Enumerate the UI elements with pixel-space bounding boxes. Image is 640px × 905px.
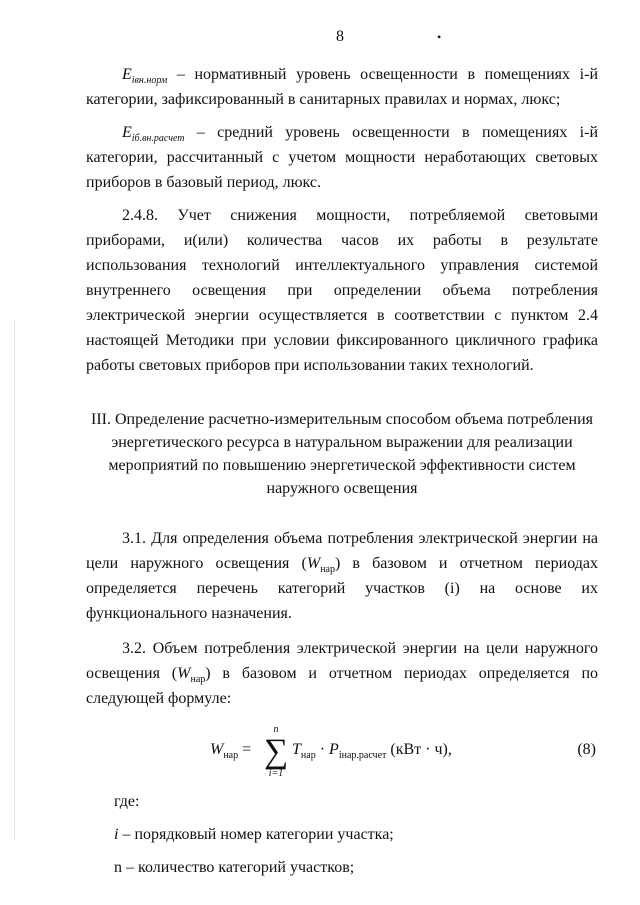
e-calc-subscript: iб.вн.расчет [131, 133, 185, 145]
scan-margin-line [14, 320, 15, 840]
formula-lhs: $W_{нар}$ = [210, 741, 252, 762]
e-symbol: E [122, 124, 132, 141]
w-symbol: W [177, 665, 191, 682]
paragraph-3-1: 3.1. Для определения объема потребления электрической энергии на цели наружного освещения $(W_{нар})$ в базовом и отчетном периодах определяется перечень категорий участков (i) на основе их функционального назначения. [86, 530, 599, 622]
w-subscript: нар [190, 674, 206, 686]
e-norm-subscript: iвн.норм [131, 75, 168, 87]
e-symbol: E [122, 66, 132, 83]
where-label: где: [114, 793, 140, 810]
w-subscript: нар [320, 564, 335, 576]
definition-text: – средний уровень освещенности в помещениях i-й категории, рассчитанный с учетом мощности неработающих световых приборов в базовый период, люкс. [86, 124, 598, 191]
definition-e-calc [86, 120, 598, 195]
section-heading: III. Определение расчетно-измерительным способом объема потребления энергетического ресурса в натуральном выражении для реализации мероприятий по повышению энергетической эффективности систем наружного освещения [90, 411, 594, 497]
sum-lower-limit: i=1 [268, 768, 284, 779]
sigma-icon: ∑ [264, 733, 289, 770]
formula-8 [86, 721, 598, 777]
corner-mark: • [437, 30, 442, 44]
sum-upper-limit: n [273, 724, 279, 735]
definition-e-norm [86, 62, 598, 112]
document-body [86, 62, 598, 880]
summation-sign [264, 725, 288, 779]
formula-rhs: $T_{нар} \cdot P_{iнар.расчет}$ (кВт · ч), [292, 741, 452, 762]
w-symbol: W [306, 555, 321, 572]
definition-n: n – количество категорий участков; [114, 859, 355, 876]
paragraph-2-4-8: 2.4.8. Учет снижения мощности, потребляемой световыми приборами, и(или) количества часов их работы в результате использования технологий интеллектуального управления системой внутреннего освещения при определении объема потребления электрической энергии осуществляется в соответствии с пунктом 2.4 настоящей Методики при условии фиксированного цикличного графика работы световых приборов при использовании таких технологий. [86, 207, 598, 374]
definition-text: – нормативный уровень освещенности в помещениях i-й категории, зафиксированный в санитарных правилах и нормах, люкс; [86, 66, 598, 108]
formula-number: (8) [577, 741, 596, 758]
page-number: 8 [336, 28, 344, 45]
paragraph-3-2: 3.2. Объем потребления электрической энергии на цели наружного освещения $(W_{нар})$ в базовом и отчетном периодах определяется по следующей формуле: [86, 640, 599, 707]
definition-i: i – порядковый номер категории участка; [114, 826, 394, 843]
